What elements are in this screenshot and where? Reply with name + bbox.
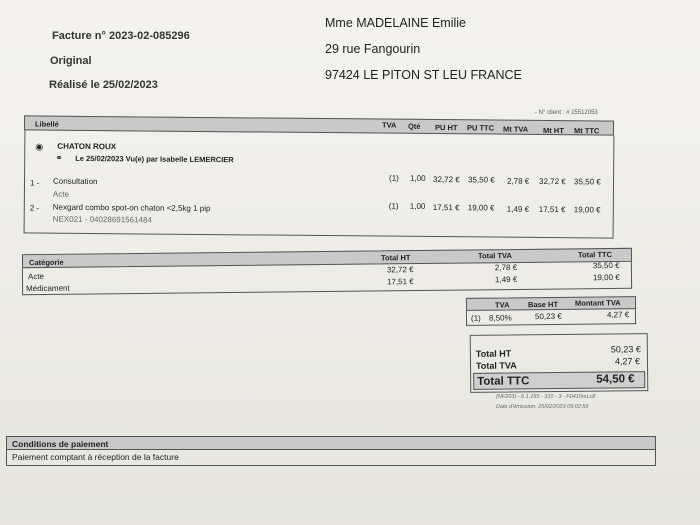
row-num: 2 -: [29, 203, 40, 213]
col-pu-ht: PU HT: [434, 123, 458, 133]
row-pu-ttc: 19,00 €: [467, 203, 495, 213]
category-name: Acte: [27, 271, 45, 282]
invoice-number: Facture n° 2023-02-085296: [52, 30, 190, 42]
client-name: Mme MADELAINE Emilie: [325, 16, 466, 30]
row-pu-ht: 32,72 €: [433, 174, 460, 185]
col-total-ttc: Total TTC: [577, 250, 613, 260]
stethoscope-icon: ⚭: [55, 152, 63, 163]
total-ttc-label: Total TTC: [477, 375, 530, 388]
col-total-ht: Total HT: [380, 253, 411, 263]
category-ttc: 19,00 €: [592, 272, 620, 283]
payment-title: Conditions de paiement: [12, 439, 109, 449]
row-num: 1 -: [29, 178, 40, 188]
invoice-date: Réalisé le 25/02/2023: [49, 79, 158, 91]
visit-info: Le 25/02/2023 Vu(e) par Isabelle LEMERCIER: [75, 153, 234, 165]
row-mt-tva: 1,49 €: [506, 204, 530, 214]
row-qty: 1,00: [410, 173, 426, 183]
category-tva: 2,78 €: [494, 263, 518, 273]
payment-text: Paiement comptant à réception de la facture: [12, 452, 179, 462]
paw-icon: ◉: [35, 141, 44, 152]
total-ttc-row: [473, 371, 645, 390]
payment-body: [6, 450, 656, 466]
vat-table-body: [466, 309, 636, 326]
row-tva: (1): [388, 201, 399, 211]
category-ht: 32,72 €: [386, 265, 414, 275]
copy-type: Original: [50, 55, 92, 67]
client-number: - N° client : # 15512053: [535, 110, 598, 116]
col-vat: TVA: [494, 300, 510, 310]
vat-base: 50,23 €: [534, 311, 562, 322]
category-ht: 17,51 €: [386, 277, 414, 287]
col-base-ht: Base HT: [527, 299, 559, 310]
totals-box: [470, 333, 649, 393]
category-table-body: [22, 262, 632, 295]
animal-name: CHATON ROUX: [57, 141, 117, 152]
total-ht-label: Total HT: [475, 348, 512, 359]
col-mt-ht: Mt HT: [542, 125, 564, 136]
row-mt-tva: 2,78 €: [506, 176, 530, 186]
category-ttc: 35,50 €: [592, 260, 620, 271]
total-tva-label: Total TVA: [475, 360, 517, 371]
vat-rate: 8,50%: [488, 313, 512, 323]
row-label: Nexgard combo spot-on chaton <2,5kg 1 pip: [52, 202, 211, 214]
row-mt-ht: 32,72 €: [538, 176, 566, 187]
row-sub: Acte: [52, 189, 69, 199]
row-label: Consultation: [52, 176, 98, 187]
lines-table-body: [24, 130, 615, 238]
col-total-tva: Total TVA: [477, 251, 512, 261]
col-mt-ttc: Mt TTC: [573, 126, 600, 136]
row-tva: (1): [389, 173, 399, 183]
row-pu-ttc: 35,50 €: [468, 175, 495, 185]
total-ttc-value: 54,50 €: [596, 373, 635, 386]
client-street: 29 rue Fangourin: [325, 42, 421, 56]
col-libelle: Libellé: [34, 119, 59, 129]
software-ref: (NF203) - 6.1.155 - 310 - 3 - F0410mLc8: [496, 394, 596, 400]
category-name: Médicament: [26, 283, 70, 294]
emission-date: Date d'émission: 25/02/2023 09:02:59: [496, 404, 589, 410]
category-tva: 1,49 €: [494, 275, 518, 285]
col-categorie: Catégorie: [28, 257, 64, 268]
vat-code: (1): [470, 313, 481, 323]
row-qty: 1,00: [409, 201, 426, 211]
col-mt-tva: Mt TVA: [502, 124, 529, 134]
row-mt-ht: 17,51 €: [538, 204, 566, 215]
col-qte: Qté: [407, 121, 421, 131]
payment-header: [6, 436, 656, 450]
row-sub: NEX021 - 04028691561484: [52, 214, 152, 225]
row-mt-ttc: 19,00 €: [573, 205, 601, 215]
client-city: 97424 LE PITON ST LEU FRANCE: [325, 68, 522, 82]
row-pu-ht: 17,51 €: [432, 202, 460, 213]
vat-amount: 4,27 €: [606, 310, 630, 320]
col-tva: TVA: [381, 120, 397, 130]
total-ht-value: 50,23 €: [610, 344, 641, 355]
total-tva-value: 4,27 €: [614, 356, 641, 367]
col-pu-ttc: PU TTC: [466, 123, 495, 133]
col-vat-amount: Montant TVA: [574, 298, 621, 308]
row-mt-ttc: 35,50 €: [573, 177, 601, 187]
